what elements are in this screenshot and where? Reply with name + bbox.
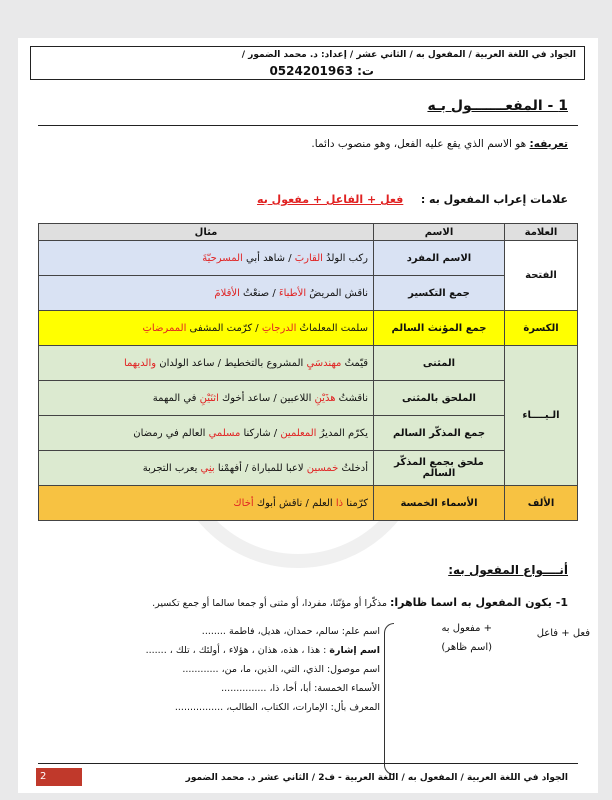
list-item: المعرف بأل: الإمارات، الكتاب، الطالب، ................ (174, 702, 380, 713)
signs-heading (257, 193, 568, 206)
definition-label: تعريفه: (529, 138, 568, 150)
formula-block (494, 628, 590, 639)
table-row (39, 276, 578, 311)
row-example: ناقشتُ هذَيْنِ اللاعبين / ساعد أخوك اثنَيْنِ في المهمة (39, 381, 374, 416)
table-row (39, 346, 578, 381)
list-item: اسم إشارة : هذا ، هذه، هذان ، هؤلاء ، أولئك ، تلك ، ....... (145, 645, 380, 656)
brace-shape (384, 623, 394, 775)
row-example: يكرّم المديرُ المعلمين / شاركنا مسلمي العالم في رمضان (39, 416, 374, 451)
formula-text: فعل + فاعل (536, 628, 590, 639)
row-example: كرّمنا ذا العلم / ناقش أبوك أخاك (39, 486, 374, 521)
list-item: اسم علم: سالم، حمدان، هديل، فاطمة ........ (201, 626, 380, 637)
examples-list (90, 626, 380, 721)
object-block (392, 623, 492, 653)
row-name: المثنى (374, 346, 505, 381)
header-phone: ت: 0524201963 (269, 64, 374, 78)
point-1-heading: 1- يكون المفعول به اسما ظاهرا: (389, 596, 568, 609)
row-example: قيّمتُ مهندسَيِ المشروع بالتخطيط / ساعد الولدان والديهما (39, 346, 374, 381)
row-name: جمع التكسير (374, 276, 505, 311)
row-name: الاسم المفرد (374, 241, 505, 276)
row-name: الأسماء الخمسة (374, 486, 505, 521)
lesson-title: 1 - المفعـــــــول بـه (427, 98, 568, 114)
header-example: مثال (39, 224, 374, 241)
object-label: + مفعول به (441, 623, 492, 634)
row-example: ناقش المريضُ الأطباءَ / صنعْتُ الأقلامَ (39, 276, 374, 311)
table-row (39, 416, 578, 451)
document-page (18, 38, 598, 793)
title-divider (38, 125, 578, 126)
footer-divider (38, 763, 578, 764)
row-name: ملحق بجمع المذكّر السالم (374, 451, 505, 486)
point-1-text: مذكّرا أو مؤنّثا، مفردا، أو مثنى أو جمعا سالما أو جمع تكسير. (152, 598, 390, 609)
header-sign: العلامة (505, 224, 578, 241)
definition-text: هو الاسم الذي يقع عليه الفعل، وهو منصوب دائما. (311, 138, 530, 150)
row-example: ركب الولدُ القاربَ / شاهد أبي المسرحيّةَ (39, 241, 374, 276)
list-item: الأسماء الخمسة: أبا، أخا، ذا، ............... (221, 683, 380, 694)
sign-alif: الألف (505, 486, 578, 521)
row-example: سلمت المعلماتُ الدرجاتِ / كرّمت المشفى الممرضاتِ (39, 311, 374, 346)
footer-text: الجواد في اللغة العربية / المفعول به / اللغة العربية - ف2 / الثاني عشر د. محمد الضمور (185, 773, 568, 783)
point-1 (152, 596, 568, 609)
signs-table (38, 223, 578, 521)
sign-fatha: الفتحة (505, 241, 578, 311)
table-row (39, 311, 578, 346)
list-item: اسم موصول: الذي، التي، الذين، ما، من، ............ (182, 664, 380, 675)
sign-ya: الـيــــاء (505, 346, 578, 486)
table-row (39, 381, 578, 416)
table-row (39, 486, 578, 521)
table-row (39, 241, 578, 276)
row-name: جمع المذكّر السالم (374, 416, 505, 451)
table-row (39, 451, 578, 486)
header-box (30, 46, 585, 80)
row-name: جمع المؤنث السالم (374, 311, 505, 346)
page-number: 2 (36, 768, 82, 786)
signs-formula: فعل + الفاعل + مفعول به (257, 193, 404, 206)
definition (311, 138, 568, 150)
header-name: الاسم (374, 224, 505, 241)
row-example: أدخلتُ خمسين لاعبا للمباراة / أفهمْنا بنِي يعرب التجربة (39, 451, 374, 486)
signs-label: علامات إعراب المفعول به : (420, 193, 568, 206)
header-title: الجواد في اللغة العربية / المفعول به / الثاني عشر / إعداد: د. محمد الضمور / (241, 50, 576, 60)
types-title: أنــــواع المفعول به: (448, 563, 568, 577)
object-sub: (اسم ظاهر) (441, 642, 492, 653)
row-name: الملحق بالمثنى (374, 381, 505, 416)
sign-kasra: الكسرة (505, 311, 578, 346)
